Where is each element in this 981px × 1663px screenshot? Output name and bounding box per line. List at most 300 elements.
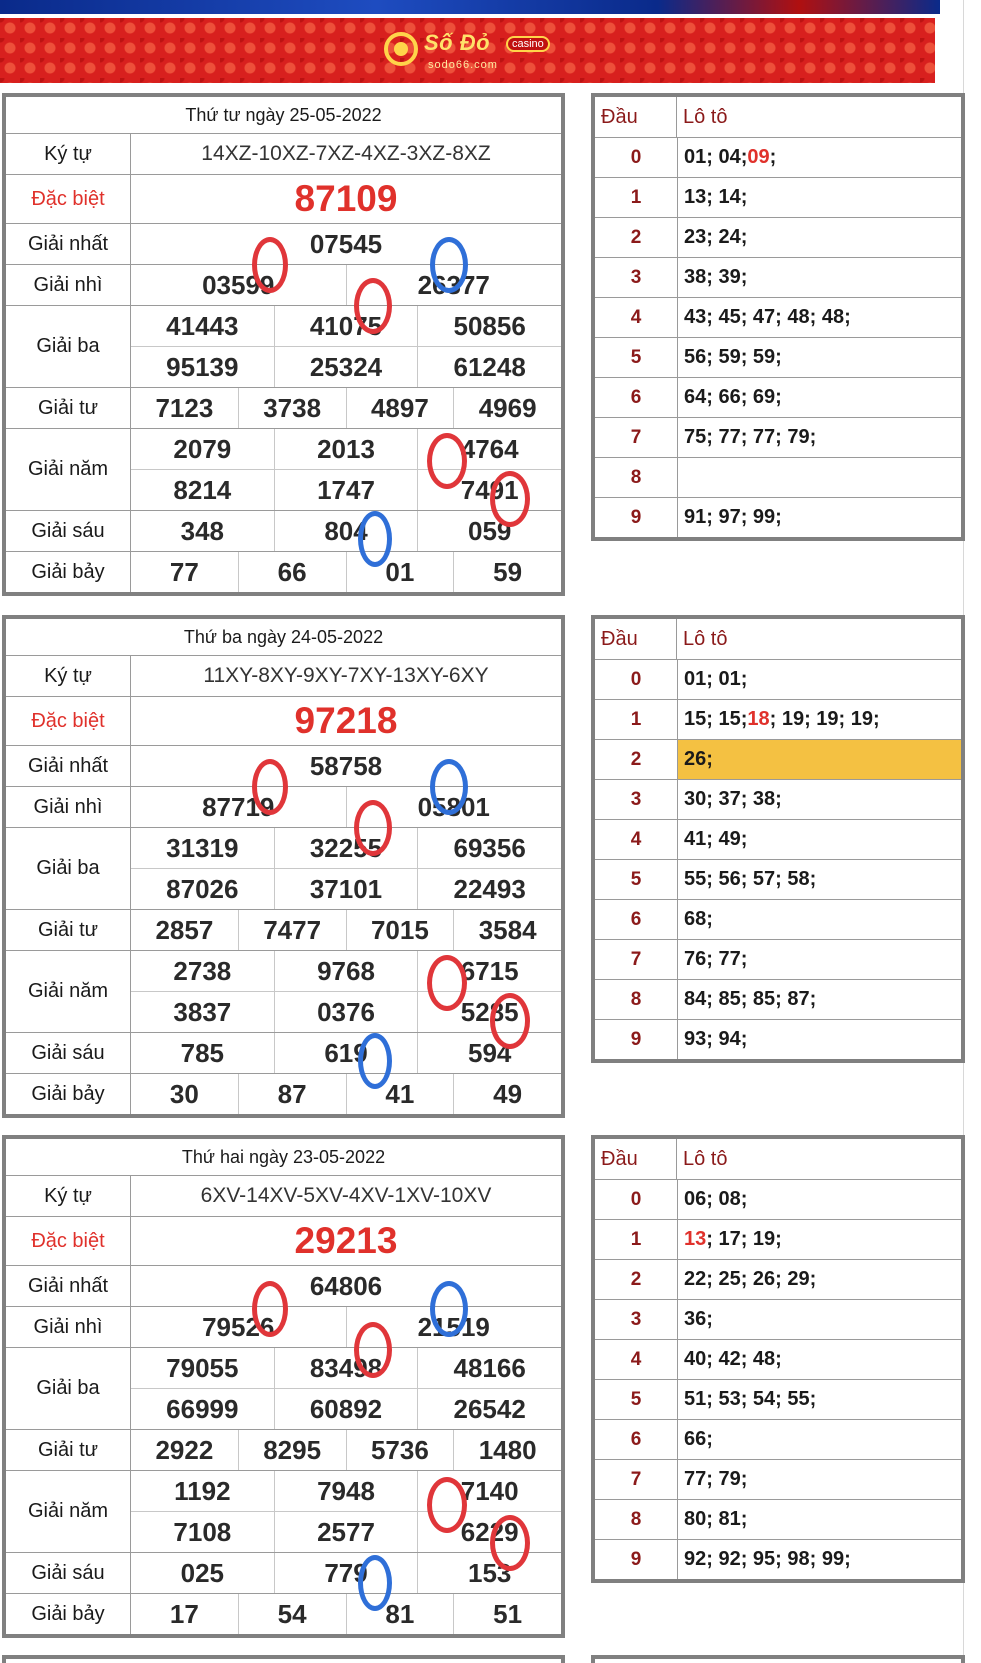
loto-values: 38; 39; [684,266,748,288]
loto-numbers [678,418,961,457]
fifth-prize-number: 6229 [417,1512,561,1552]
top-ad-strip[interactable] [0,0,940,14]
giai-bay-label: Giải bảy [6,1594,131,1634]
giai-nam-label: Giải năm [6,429,131,510]
third-prize-number: 32255 [274,828,418,868]
loto-numbers [678,780,961,819]
loto-numbers [678,1340,961,1379]
fifth-prize-number: 2738 [173,955,232,986]
prize-row [6,1176,561,1217]
dau-digit: 4 [595,1340,678,1379]
fifth-prize-number: 3837 [173,996,232,1027]
dau-digit: 1 [595,178,678,217]
red-circle-annotation [427,955,467,1011]
seventh-prize-number: 51 [453,1594,561,1634]
loto-header [595,619,961,660]
fourth-prize-number: 3738 [238,388,346,428]
giai-nhat-label: Giải nhất [6,746,131,786]
seventh-prize-number: 41 [346,1074,454,1114]
loto-values: 40; 42; 48; [684,1348,782,1370]
dau-digit: 7 [595,418,678,457]
third-prize-number: 83498 [274,1348,418,1388]
sixth-prize-number: 804 [274,511,418,551]
second-prize-number: 03599 [202,269,275,300]
loto-numbers [678,700,961,739]
dau-digit: 1 [595,700,678,739]
loto-numbers [678,458,961,497]
third-prize-number: 31319 [166,832,239,863]
seventh-prize-number: 87 [238,1074,346,1114]
seventh-prize-number: 30 [169,1078,199,1109]
loto-numbers [678,138,961,177]
loto-row [595,498,961,537]
third-prize-number: 26542 [417,1389,561,1429]
loto-values: 01; 04; [684,146,748,168]
loto-header [595,97,961,138]
special-prize-number: 29213 [294,1220,398,1261]
result-table [2,615,565,1118]
special-prize-number: 97218 [294,700,398,741]
dau-digit: 8 [595,458,678,497]
loto-numbers [678,1260,961,1299]
second-prize-number: 21519 [346,1307,562,1347]
loto-row [595,1260,961,1300]
sixth-prize-number: 785 [180,1037,225,1068]
red-circle-annotation [252,759,288,815]
dau-digit: 7 [595,1460,678,1499]
giai-nhat-label: Giải nhất [6,224,131,264]
loto-numbers [678,740,961,779]
giai-sau-label: Giải sáu [6,1033,131,1073]
dau-header: Đầu [595,1139,677,1179]
loto-numbers [678,820,961,859]
fifth-prize-number: 0376 [274,992,418,1032]
loto-numbers [678,900,961,939]
brand-name: Số Đỏ [424,30,491,55]
prize-row [6,828,561,910]
third-prize-number: 48166 [417,1348,561,1388]
dau-digit: 2 [595,1260,678,1299]
loto-row [595,1020,961,1059]
loto-numbers [678,660,961,699]
prize-row [6,910,561,951]
dau-digit: 2 [595,218,678,257]
fourth-prize-number: 3584 [453,910,561,950]
loto-values: 64; 66; 69; [684,386,782,408]
third-prize-number: 87026 [166,873,239,904]
seventh-prize-number: 81 [346,1594,454,1634]
fifth-prize-number: 4764 [417,429,561,469]
loto-values: 06; 08; [684,1188,748,1210]
prize-row [6,511,561,552]
loto-values: 76; 77; [684,948,748,970]
sodo-banner[interactable] [0,18,935,83]
logo-swirl-icon [384,32,418,66]
loto-values: 55; 56; 57; 58; [684,868,817,890]
loto-values: 01; 01; [684,668,748,690]
loto-header-label: Lô tô [683,105,728,128]
prize-row [6,429,561,511]
giai-ba-label: Giải ba [6,828,131,909]
loto-header [595,1139,961,1180]
loto-values: 51; 53; 54; 55; [684,1388,817,1410]
fifth-prize-number: 2079 [173,433,232,464]
loto-row [595,218,961,258]
loto-values: 68; [684,908,713,930]
red-circle-annotation [354,800,392,856]
loto-values: 66; [684,1428,713,1450]
dau-digit: 3 [595,1300,678,1339]
brand-url: sodo66.com [428,59,498,71]
fifth-prize-number: 7108 [173,1516,232,1547]
loto-numbers [678,338,961,377]
loto-numbers [678,940,961,979]
loto-numbers [678,1500,961,1539]
first-prize-number: 64806 [309,1270,383,1301]
dau-digit: 8 [595,980,678,1019]
sixth-prize-number: 348 [180,515,225,546]
loto-values: 91; 97; 99; [684,506,782,528]
result-table [2,1135,565,1638]
dau-header: Đầu [595,619,677,659]
fifth-prize-number: 7948 [274,1471,418,1511]
loto-numbers [678,1020,961,1059]
prize-row [6,1348,561,1430]
loto-row [595,660,961,700]
fifth-prize-number: 9768 [274,951,418,991]
dau-digit: 5 [595,1380,678,1419]
dau-digit: 3 [595,258,678,297]
loto-row [595,1500,961,1540]
fifth-prize-number: 1192 [174,1475,231,1506]
brand-logo [378,26,564,76]
giai-nhi-label: Giải nhì [6,1307,131,1347]
special-prize-number: 87109 [294,178,398,219]
loto-row [595,900,961,940]
loto-numbers [678,298,961,337]
blue-circle-annotation [358,511,392,567]
fifth-prize-number: 6715 [417,951,561,991]
loto-numbers [678,1220,961,1259]
result-table [2,93,565,596]
loto-row [595,1380,961,1420]
ky-tu-code: 11XY-8XY-9XY-7XY-13XY-6XY [203,664,489,687]
seventh-prize-number: 49 [453,1074,561,1114]
draw-date-title: Thứ hai ngày 23-05-2022 [6,1139,561,1176]
prize-row [6,656,561,697]
fourth-prize-number: 7477 [238,910,346,950]
loto-row [595,1180,961,1220]
sixth-prize-number: 619 [274,1033,418,1073]
loto-values-rest: ; [769,146,777,168]
ky-tu-label: Ký tự [6,1176,131,1216]
seventh-prize-number: 77 [169,556,199,587]
loto-row [595,820,961,860]
second-prize-number: 87719 [202,791,275,822]
loto-row [595,980,961,1020]
dau-digit: 9 [595,498,678,537]
third-prize-number: 25324 [274,347,418,387]
loto-table [591,615,965,1063]
draw-date-title: Thứ ba ngày 24-05-2022 [6,619,561,656]
loto-values: 22; 25; 26; 29; [684,1268,817,1290]
dac-biet-label: Đặc biệt [6,175,131,223]
prize-row [6,552,561,592]
dau-digit: 9 [595,1020,678,1059]
blue-circle-annotation [430,759,468,815]
ky-tu-label: Ký tự [6,656,131,696]
loto-numbers [678,860,961,899]
giai-nam-label: Giải năm [6,951,131,1032]
fifth-prize-number: 8214 [173,474,232,505]
giai-tu-label: Giải tư [6,388,131,428]
giai-tu-label: Giải tư [6,910,131,950]
giai-nhi-label: Giải nhì [6,787,131,827]
loto-row [595,258,961,298]
sixth-prize-number: 779 [274,1553,418,1593]
second-prize-number: 05801 [346,787,562,827]
red-circle-annotation [490,993,530,1049]
dau-digit: 6 [595,378,678,417]
loto-row [595,1340,961,1380]
dau-digit: 0 [595,1180,678,1219]
loto-values: 15; 15; [684,708,748,730]
loto-row [595,1460,961,1500]
loto-header-label: Lô tô [683,627,728,650]
loto-row [595,740,961,780]
third-prize-number: 50856 [417,306,561,346]
loto-values: 56; 59; 59; [684,346,782,368]
prize-row [6,697,561,746]
loto-values: 43; 45; 47; 48; 48; [684,306,851,328]
loto-special-value: 13 [684,1228,707,1250]
loto-values: 80; 81; [684,1508,748,1530]
dau-digit: 5 [595,338,678,377]
giai-bay-label: Giải bảy [6,1074,131,1114]
third-prize-number: 66999 [166,1393,239,1424]
sixth-prize-number: 025 [180,1557,225,1588]
loto-numbers [678,218,961,257]
fourth-prize-number: 7123 [155,392,214,423]
next-result-table-edge [2,1655,565,1663]
loto-values: 75; 77; 77; 79; [684,426,817,448]
loto-row [595,1420,961,1460]
blue-circle-annotation [358,1033,392,1089]
fourth-prize-number: 2857 [155,914,214,945]
red-circle-annotation [252,1281,288,1337]
prize-row [6,1217,561,1266]
prize-row [6,388,561,429]
loto-numbers [678,1180,961,1219]
loto-values: 41; 49; [684,828,748,850]
fifth-prize-number: 5285 [417,992,561,1032]
loto-row [595,1540,961,1579]
seventh-prize-number: 59 [453,552,561,592]
loto-special-value: 18 [747,708,770,730]
third-prize-number: 41075 [274,306,418,346]
loto-values: 92; 92; 95; 98; 99; [684,1548,851,1570]
red-circle-annotation [490,1515,530,1571]
fourth-prize-number: 4897 [346,388,454,428]
prize-row [6,175,561,224]
red-circle-annotation [252,237,288,293]
draw-date-title: Thứ tư ngày 25-05-2022 [6,97,561,134]
loto-row [595,1300,961,1340]
loto-row [595,338,961,378]
dau-digit: 8 [595,1500,678,1539]
ky-tu-code: 6XV-14XV-5XV-4XV-1XV-10XV [200,1184,492,1207]
sixth-prize-number: 059 [417,511,561,551]
loto-values: 23; 24; [684,226,748,248]
blue-circle-annotation [430,1281,468,1337]
dau-digit: 2 [595,740,678,779]
loto-table [591,93,965,541]
loto-row [595,298,961,338]
dau-digit: 6 [595,900,678,939]
third-prize-number: 37101 [274,869,418,909]
loto-table [591,1135,965,1583]
giai-nhat-label: Giải nhất [6,1266,131,1306]
red-circle-annotation [354,278,392,334]
third-prize-number: 69356 [417,828,561,868]
loto-numbers [678,1540,961,1579]
seventh-prize-number: 17 [169,1598,199,1629]
loto-row [595,138,961,178]
loto-values-rest: ; 17; 19; [706,1228,782,1250]
fourth-prize-number: 1480 [453,1430,561,1470]
loto-header-label: Lô tô [683,1147,728,1170]
sixth-prize-number: 153 [417,1553,561,1593]
loto-values: 77; 79; [684,1468,748,1490]
dac-biet-label: Đặc biệt [6,697,131,745]
fourth-prize-number: 5736 [346,1430,454,1470]
giai-tu-label: Giải tư [6,1430,131,1470]
third-prize-number: 60892 [274,1389,418,1429]
loto-row [595,860,961,900]
giai-ba-label: Giải ba [6,306,131,387]
seventh-prize-number: 01 [346,552,454,592]
giai-bay-label: Giải bảy [6,552,131,592]
prize-row [6,1553,561,1594]
first-prize-number: 07545 [309,228,383,259]
fourth-prize-number: 7015 [346,910,454,950]
third-prize-number: 79055 [166,1352,239,1383]
seventh-prize-number: 54 [238,1594,346,1634]
sixth-prize-number: 594 [417,1033,561,1073]
seventh-prize-number: 66 [238,552,346,592]
giai-nam-label: Giải năm [6,1471,131,1552]
loto-numbers [678,1380,961,1419]
second-prize-number: 79526 [202,1311,275,1342]
blue-circle-annotation [430,237,468,293]
fourth-prize-number: 4969 [453,388,561,428]
third-prize-number: 41443 [166,310,239,341]
next-loto-table-edge [591,1655,965,1663]
second-prize-number: 26377 [346,265,562,305]
loto-numbers [678,1460,961,1499]
dau-digit: 5 [595,860,678,899]
loto-row [595,1220,961,1260]
loto-row [595,418,961,458]
loto-numbers [678,378,961,417]
dau-header: Đầu [595,97,677,137]
prize-row [6,1033,561,1074]
prize-row [6,951,561,1033]
prize-row [6,1430,561,1471]
third-prize-number: 22493 [417,869,561,909]
loto-numbers [678,980,961,1019]
dac-biet-label: Đặc biệt [6,1217,131,1265]
dau-digit: 3 [595,780,678,819]
red-circle-annotation [427,1477,467,1533]
fourth-prize-number: 8295 [238,1430,346,1470]
dau-digit: 4 [595,298,678,337]
loto-values: 26; [684,748,713,770]
fifth-prize-number: 7140 [417,1471,561,1511]
prize-row [6,1471,561,1553]
dau-digit: 4 [595,820,678,859]
loto-numbers [678,498,961,537]
dau-digit: 7 [595,940,678,979]
loto-values: 36; [684,1308,713,1330]
dau-digit: 0 [595,138,678,177]
loto-values-rest: ; 19; 19; 19; [769,708,880,730]
loto-row [595,940,961,980]
loto-row [595,780,961,820]
red-circle-annotation [490,471,530,527]
ky-tu-code: 14XZ-10XZ-7XZ-4XZ-3XZ-8XZ [201,142,491,165]
fourth-prize-number: 2922 [155,1434,214,1465]
dau-digit: 1 [595,1220,678,1259]
loto-row [595,458,961,498]
prize-row [6,306,561,388]
giai-ba-label: Giải ba [6,1348,131,1429]
prize-row [6,134,561,175]
red-circle-annotation [354,1322,392,1378]
fifth-prize-number: 7491 [417,470,561,510]
loto-special-value: 09 [747,146,770,168]
prize-row [6,1074,561,1114]
fifth-prize-number: 2013 [274,429,418,469]
third-prize-number: 95139 [166,351,239,382]
giai-sau-label: Giải sáu [6,1553,131,1593]
giai-sau-label: Giải sáu [6,511,131,551]
loto-numbers [678,178,961,217]
loto-values: 30; 37; 38; [684,788,782,810]
dau-digit: 6 [595,1420,678,1459]
prize-row [6,1594,561,1634]
loto-row [595,700,961,740]
giai-nhi-label: Giải nhì [6,265,131,305]
blue-circle-annotation [358,1555,392,1611]
dau-digit: 0 [595,660,678,699]
third-prize-number: 61248 [417,347,561,387]
red-circle-annotation [427,433,467,489]
fifth-prize-number: 2577 [274,1512,418,1552]
loto-values: 13; 14; [684,186,748,208]
loto-row [595,378,961,418]
fifth-prize-number: 1747 [274,470,418,510]
loto-numbers [678,258,961,297]
loto-values: 84; 85; 85; 87; [684,988,817,1010]
first-prize-number: 58758 [309,750,383,781]
dau-digit: 9 [595,1540,678,1579]
ky-tu-label: Ký tự [6,134,131,174]
loto-row [595,178,961,218]
loto-numbers [678,1300,961,1339]
loto-numbers [678,1420,961,1459]
loto-values: 93; 94; [684,1028,748,1050]
